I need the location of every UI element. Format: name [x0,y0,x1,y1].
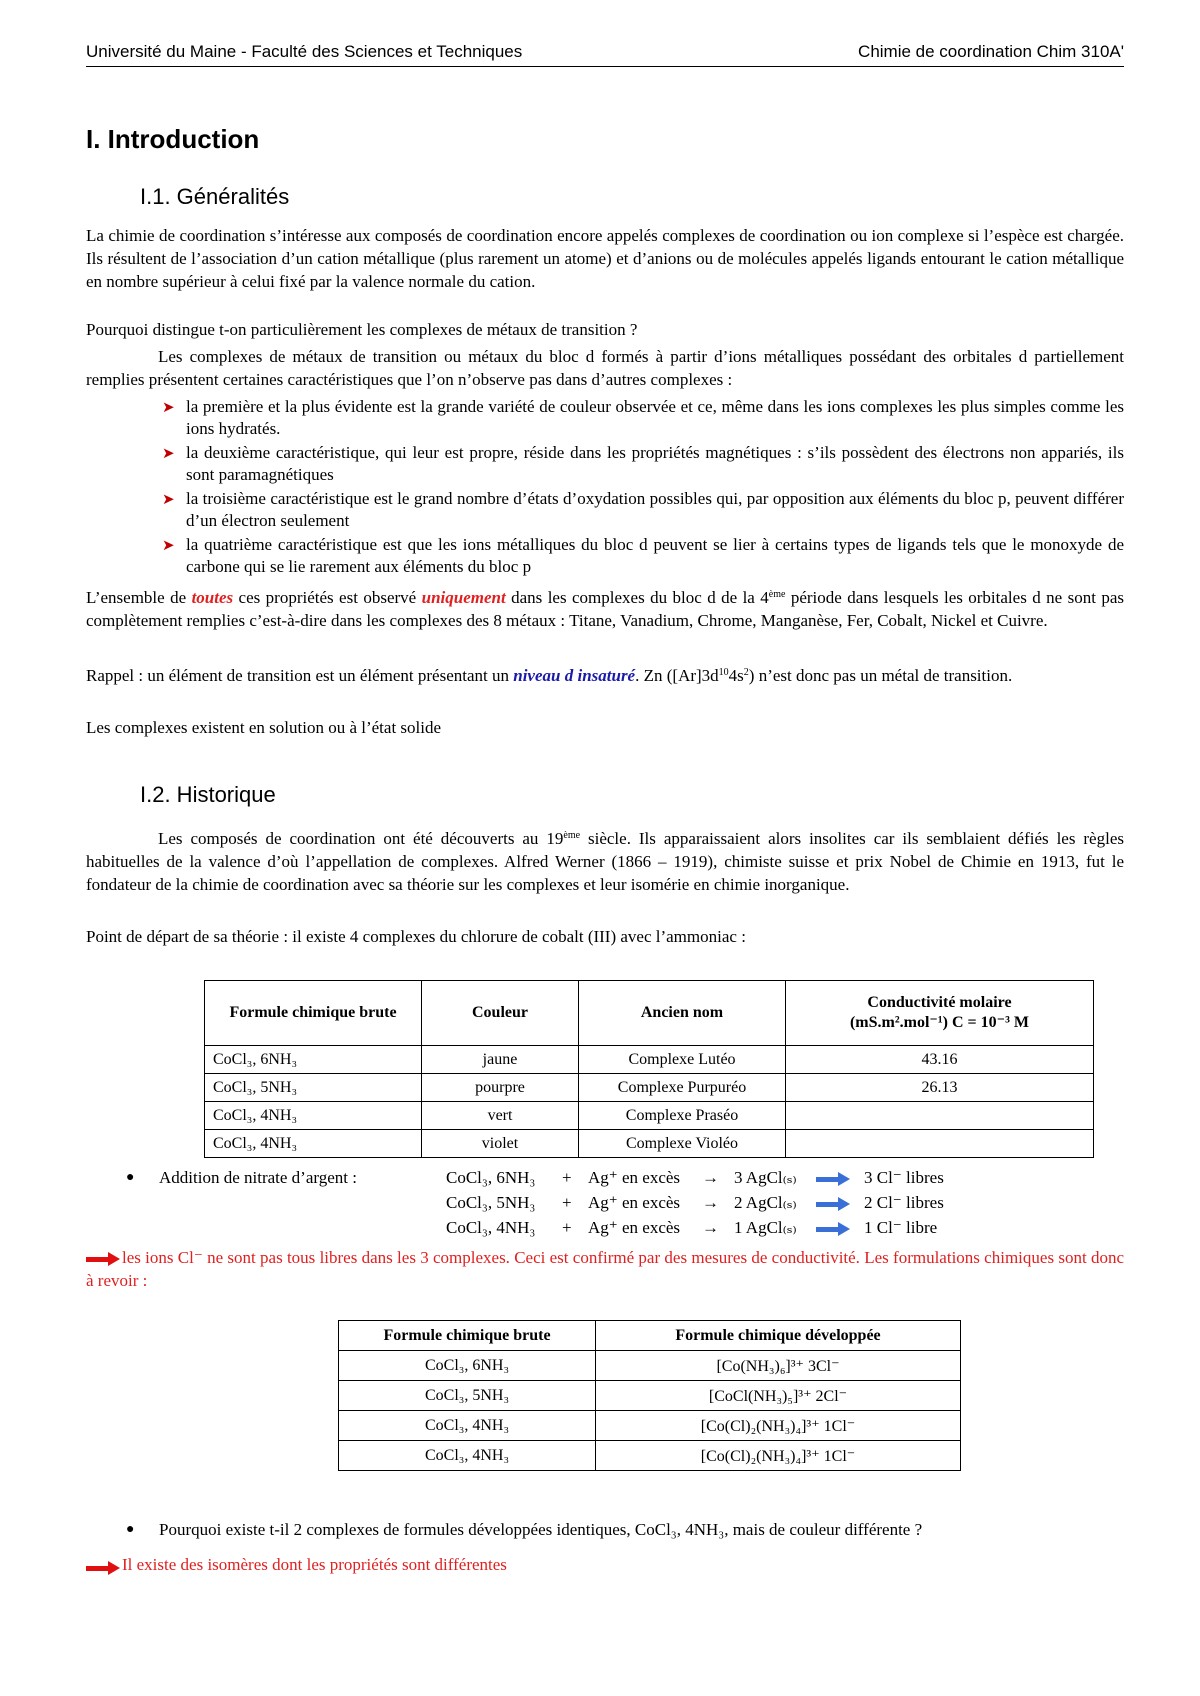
arrow-bullet-icon: ➤ [162,490,175,508]
silver-label: Addition de nitrate d’argent : [159,1168,357,1187]
table-header: Ancien nom [579,981,786,1046]
paragraph-solution: Les complexes existent en solution ou à l’état solide [86,718,442,737]
conclusion-isomers: Il existe des isomères dont les propriétés sont différentes [122,1555,507,1575]
subsection-title-generalites: I.1. Généralités [140,184,290,209]
bullet-dot-icon: ● [126,1522,135,1537]
complexes-table [204,980,1094,1158]
paragraph-ensemble: L’ensemble de toutes ces propriétés est observé uniquement dans les complexes du bloc d de la 4ème période dans lesquels les orbitales d ne sont pas complètement remplies c’est-à-dire dans les complexes des 8 métaux : Titane, Vanadium, Chrome, Manganèse, Fer, Cobalt, Nickel et Cuivre. [86,588,1125,630]
blue-arrow-icon [816,1174,850,1184]
page-header [86,40,1124,67]
table-row: CoCl₃, 4NH₃ vert Complexe Praséo [205,1102,1094,1130]
question-isomers: Pourquoi existe t-il 2 complexes de formules développées identiques, CoCl₃, 4NH₃, mais de couleur différente ? [159,1520,923,1539]
table-row: CoCl₃, 6NH₃ jaune Complexe Lutéo 43.16 [205,1046,1094,1074]
table-row: CoCl₃, 5NH₃ pourpre Complexe Purpuréo 26.13 [205,1074,1094,1102]
header-left: Université du Maine - Faculté des Sciences et Techniques [86,42,523,61]
table-header: Conductivité molaire (mS.m².mol⁻¹) C = 10⁻³ M [786,981,1094,1046]
emphasis-uniquement: uniquement [421,588,506,607]
table-row: CoCl₃, 6NH₃ [Co(NH₃)₆]³⁺ 3Cl⁻ [339,1351,961,1381]
arrow-bullet-icon: ➤ [162,444,175,462]
table-row: CoCl₃, 4NH₃ [Co(Cl)₂(NH₃)₄]³⁺ 1Cl⁻ [339,1441,961,1471]
table-header: Formule chimique brute [205,981,422,1046]
table-row: CoCl₃, 5NH₃ [CoCl(NH₃)₅]³⁺ 2Cl⁻ [339,1381,961,1411]
emphasis-niveau-d: niveau d insaturé [513,666,636,685]
bullet-dot-icon: ● [126,1170,135,1185]
subsection-title-historique: I.2. Historique [140,782,276,807]
question-transition: Pourquoi distingue t-on particulièrement les complexes de métaux de transition ? [86,320,638,339]
table-header: Formule chimique brute [339,1321,596,1351]
bullet-item: ➤ la troisième caractéristique est le grand nombre d’états d’oxydation possibles qui, par opposition aux éléments du bloc p, peuvent différer d’un électron seulement [162,489,1124,530]
bullet-item: ➤ la quatrième caractéristique est que les ions métalliques du bloc d peuvent se lier à certains types de ligands tels que le monoxyde de carbone qui se lie rarement aux éléments du bloc p [162,535,1124,576]
paragraph-point-depart: Point de départ de sa théorie : il existe 4 complexes du chlorure de cobalt (III) avec l’ammoniac : [86,927,746,946]
header-right: Chimie de coordination Chim 310A' [858,42,1124,61]
bullet-item: ➤ la première et la plus évidente est la grande variété de couleur observée et ce, même dans les ions complexes les plus simples comme les ions hydratés. [162,397,1124,438]
table-header-row [205,981,1094,1046]
table-header: Formule chimique développée [596,1321,961,1351]
paragraph-historique: Les composés de coordination ont été découverts au 19ème siècle. Ils apparaissaient alors insolites car ils semblaient défiés les règles habituelles de la valence d’où l’appellation de complexes. Alfred Werner (1866 – 1919), chimiste suisse et prix Nobel de Chimie en 1913, fut le fondateur de la chimie de coordination avec sa théorie sur les complexes et leur isomérie en chimie inorganique. [86,829,1124,894]
paragraph-rappel: Rappel : un élément de transition est un élément présentant un niveau d insaturé. Zn $([Ar]3d^{10}4s^2)$ n’est donc pas un métal de transition. [86,666,1013,685]
red-arrow-icon [86,1254,120,1264]
table-header-row [339,1321,961,1351]
paragraph-generalites: La chimie de coordination s’intéresse aux composés de coordination encore appelés complexes de coordination ou ion complexe si l’espèce est chargée. Ils résultent de l’association d’un cation métallique (plus rarement un atome) et d’anions ou de molécules appelés ligands entourant le cation métallique en nombre supérieur à celui fixé par la valence normale du cation. [86,226,1124,291]
formulas-table [338,1320,961,1471]
table-row: CoCl₃, 4NH₃ violet Complexe Violéo [205,1130,1094,1158]
arrow-bullet-icon: ➤ [162,536,175,554]
arrow-bullet-icon: ➤ [162,398,175,416]
emphasis-toutes: toutes [191,588,234,607]
table-header: Couleur [422,981,579,1046]
table-row: CoCl₃, 4NH₃ [Co(Cl)₂(NH₃)₄]³⁺ 1Cl⁻ [339,1411,961,1441]
blue-arrow-icon [816,1199,850,1209]
paragraph-transition: Les complexes de métaux de transition ou métaux du bloc d formés à partir d’ions métalliques possédant des orbitales d partiellement remplies présentent certaines caractéristiques que l’on n’observe pas dans d’autres complexes : [86,347,1124,389]
reaction-row: CoCl₃, 5NH₃ + Ag⁺ en excès → 2 AgCl₍ₛ₎ 2 Cl⁻ libres [446,1193,944,1212]
conclusion-chlorure: les ions Cl⁻ ne sont pas tous libres dans les 3 complexes. Ceci est confirmé par des mesures de conductivité. Les formulations chimiques sont donc à revoir : [86,1248,1124,1290]
section-title-introduction: I. Introduction [86,124,260,154]
reaction-row: CoCl₃, 4NH₃ + Ag⁺ en excès → 1 AgCl₍ₛ₎ 1 Cl⁻ libre [446,1218,938,1237]
bullet-item: ➤ la deuxième caractéristique, qui leur est propre, réside dans les propriétés magnétiques : s’ils possèdent des électrons non appariés, ils sont paramagnétiques [162,443,1124,484]
red-arrow-icon [86,1563,120,1573]
blue-arrow-icon [816,1224,850,1234]
reaction-row: CoCl₃, 6NH₃ + Ag⁺ en excès → 3 AgCl₍ₛ₎ 3 Cl⁻ libres [446,1168,944,1187]
